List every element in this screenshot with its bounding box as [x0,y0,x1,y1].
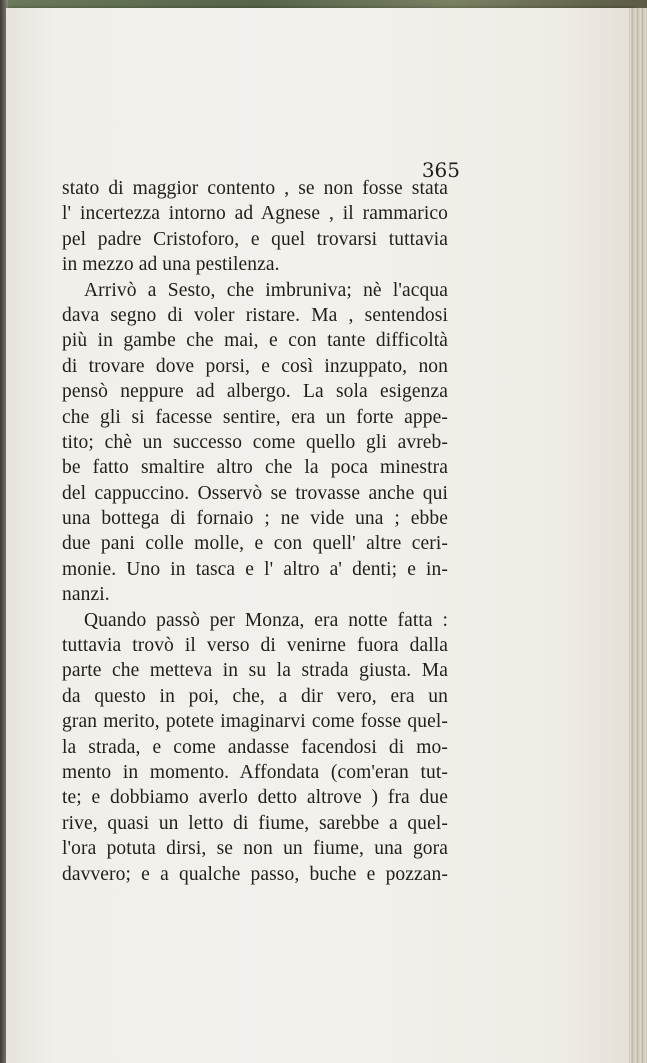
text-line: l' incertezza intorno ad Agnese , il rammarico [62,203,448,225]
text-line: mento in momento. Affondata (com'eran tut- [62,761,448,783]
text-line: la strada, e come andasse facendosi di mo- [62,736,448,758]
text-line: due pani colle molle, e con quell' altre ceri- [62,533,448,555]
text-line: di trovare dove porsi, e così inzuppato, non [62,355,448,377]
text-line: monie. Uno in tasca e l' altro a' denti; e in- [62,558,448,580]
text-line: tito; chè un successo come quello gli avreb- [62,431,448,453]
text-line: Arrivò a Sesto, che imbruniva; nè l'acqua [84,279,448,301]
text-line: del cappuccino. Osservò se trovasse anche qui [62,482,448,504]
text-line: dava segno di voler ristare. Ma , sentendosi [62,304,448,326]
text-line: nanzi. [62,584,110,606]
text-line: davvero; e a qualche passo, buche e pozzan- [62,863,448,885]
text-line: pel padre Cristoforo, e quel trovarsi tuttavia [62,228,448,250]
text-line: stato di maggior contento , se non fosse stata [62,178,448,199]
text-line: rive, quasi un letto di fiume, sarebbe a quel- [62,812,448,834]
text-line: che gli si facesse sentire, era un forte appe- [62,406,448,428]
page-edges [629,8,647,1063]
text-line: l'ora potuta dirsi, se non un fiume, una gora [62,838,448,860]
text-line: in mezzo ad una pestilenza. [62,254,280,276]
text-line: be fatto smaltire altro che la poca minestra [62,457,448,479]
text-line: pensò neppure ad albergo. La sola esigenza [62,381,448,403]
text-line: tuttavia trovò il verso di venirne fuora dalla [62,635,448,657]
text-line: parte che metteva in su la strada giusta. Ma [62,660,448,682]
text-line: gran merito, potete imaginarvi come fosse quel- [62,711,448,733]
body-text [62,176,448,887]
text-line: più in gambe che mai, e con tante difficoltà [62,330,448,352]
text-line: una bottega di fornaio ; ne vide una ; ebbe [62,508,448,530]
text-line: da questo in poi, che, a dir vero, era un [62,685,448,707]
text-line: Quando passò per Monza, era notte fatta : [84,609,448,631]
text-line: te; e dobbiamo averlo detto altrove ) fra due [62,787,448,809]
page-number: 365 [421,158,460,182]
